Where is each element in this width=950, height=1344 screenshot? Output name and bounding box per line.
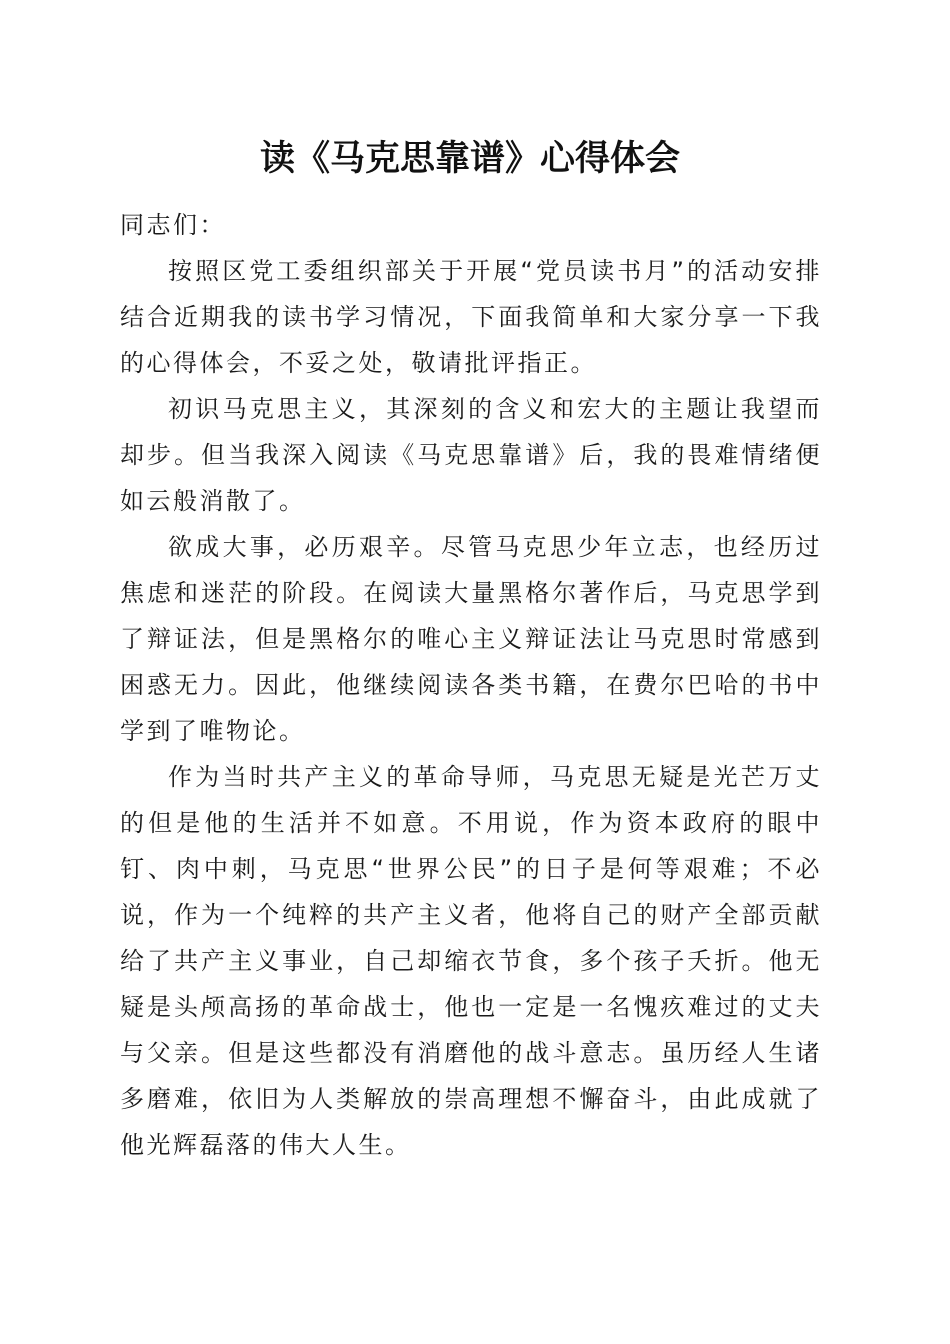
paragraph: 欲成大事，必历艰辛。尽管马克思少年立志，也经历过焦虑和迷茫的阶段。在阅读大量黑格尔著作后，马克思学到了辩证法，但是黑格尔的唯心主义辩证法让马克思时常感到困惑无力。因此，他继续阅读各类书籍，在费尔巴哈的书中学到了唯物论。 xyxy=(120,533,822,745)
document-title: 读《马克思靠谱》心得体会 xyxy=(259,138,680,179)
paragraph: 作为当时共产主义的革命导师，马克思无疑是光芒万丈的但是他的生活并不如意。不用说，作为资本政府的眼中钉、肉中刺，马克思“世界公民”的日子是何等艰难；不必说，作为一个纯粹的共产主义者，他将自己的财产全部贡献给了共产主义事业，自己却缩衣节食，多个孩子夭折。他无疑是头颅高扬的革命战士，他也一定是一名愧疚难过的丈夫与父亲。但是这些都没有消磨他的战斗意志。虽历经人生诸多磨难，依旧为人类解放的崇高理想不懈奋斗，由此成就了他光辉磊落的伟大人生。 xyxy=(120,763,822,1159)
paragraph: 初识马克思主义，其深刻的含义和宏大的主题让我望而却步。但当我深入阅读《马克思靠谱》后，我的畏难情绪便如云般消散了。 xyxy=(120,395,822,515)
document-body xyxy=(120,202,822,1168)
paragraph: 按照区党工委组织部关于开展“党员读书月”的活动安排结合近期我的读书学习情况，下面我简单和大家分享一下我的心得体会，不妥之处，敬请批评指正。 xyxy=(120,257,822,377)
salutation: 同志们： xyxy=(120,211,226,239)
